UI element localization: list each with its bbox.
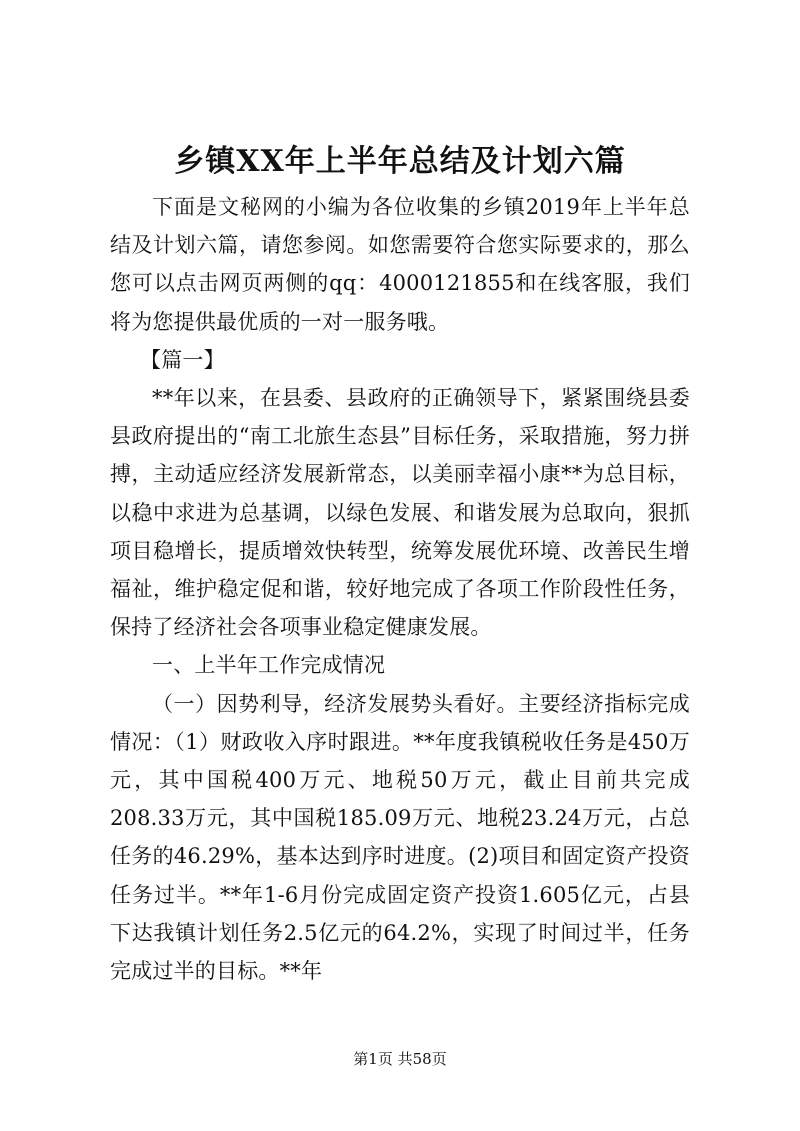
body-paragraph: **年以来，在县委、县政府的正确领导下，紧紧围绕县委县政府提出的“南工北旅生态县”目标任务，采取措施，努力拼搏，主动适应经济发展新常态，以美丽幸福小康**为总目标，以稳中求进为总基调，以绿色发展、和谐发展为总取向，狠抓项目稳增长，提质增效快转型，统筹发展优环境、改善民生增福祉，维护稳定促和谐，较好地完成了各项工作阶段性任务，保持了经济社会各项事业稳定健康发展。 [110,386,690,640]
intro-paragraph: 下面是文秘网的小编为各位收集的乡镇2019年上半年总结及计划六篇，请您参阅。如您需要符合您实际要求的，那么您可以点击网页两侧的qq：4000121855和在线客服，我们将为您提供最优质的一对一服务哦。 [110,195,690,334]
document-body [110,188,690,990]
page-number-footer: 第1页 共58页 [353,1050,447,1068]
chapter-heading: 【篇一】 [140,347,225,372]
body-paragraph: （一）因势利导，经济发展势头看好。主要经济指标完成情况：（1）财政收入序时跟进。**年度我镇税收任务是450万元，其中国税400万元、地税50万元，截止目前共完成208.33万元，其中国税185.09万元、地税23.24万元，占总任务的46.29%，基本达到序时进度。(2)项目和固定资产投资任务过半。**年1-6月份完成固定资产投资1.605亿元，占县下达我镇计划任务2.5亿元的64.2%，实现了时间过半，任务完成过半的目标。**年 [110,691,690,984]
document-title: 乡镇XX年上半年总结及计划六篇 [174,144,626,179]
section-heading: 一、上半年工作完成情况 [152,653,386,678]
